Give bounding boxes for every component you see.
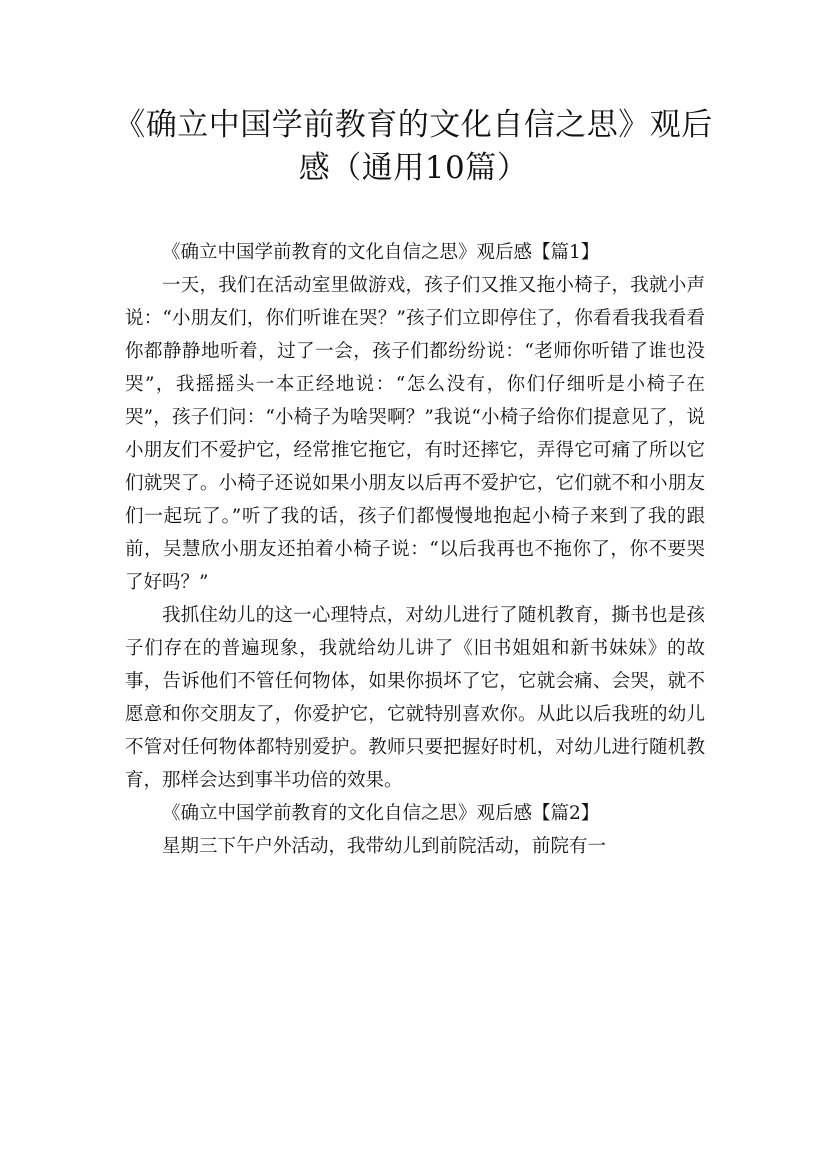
section-2-paragraph-1: 星期三下午户外活动，我带幼儿到前院活动，前院有一: [162, 836, 607, 857]
title-line-2: 感（通用10篇）: [298, 150, 529, 186]
section-2-heading: 《确立中国学前教育的文化自信之思》观后感【篇2】: [162, 803, 600, 824]
document-title: [100, 104, 727, 190]
section-1-paragraph-1: 一天，我们在活动室里做游戏，孩子们又推又拖小椅子，我就小声说：“小朋友们，你们听谁在哭？”孩子们立即停住了，你看看我我看看你都静静地听着，过了一会，孩子们都纷纷说：“老师你听错了谁也没哭”，我摇摇头一本正经地说：“怎么没有，你们仔细听是小椅子在哭”，孩子们问：“小椅子为啥哭啊？”我说“小椅子给你们提意见了，说小朋友们不爱护它，经常推它拖它，有时还摔它，弄得它可痛了所以它们就哭了。小椅子还说如果小朋友以后再不爱护它，它们就不和小朋友们一起玩了。”听了我的话，孩子们都慢慢地抱起小椅子来到了我的跟前，吴慧欣小朋友还拍着小椅子说：“以后我再也不拖你了，你不要哭了好吗？”: [125, 275, 705, 593]
title-line-1: 《确立中国学前教育的文化自信之思》观后: [114, 107, 713, 143]
document-body: [125, 236, 705, 863]
section-1-paragraph-2: 我抓住幼儿的这一心理特点，对幼儿进行了随机教育，撕书也是孩子们存在的普遍现象，我就给幼儿讲了《旧书姐姐和新书妹妹》的故事，告诉他们不管任何物体，如果你损坏了它，它就会痛、会哭，就不愿意和你交朋友了，你爱护它，它就特别喜欢你。从此以后我班的幼儿不管对任何物体都特别爱护。教师只要把握好时机，对幼儿进行随机教育，那样会达到事半功倍的效果。: [125, 605, 705, 791]
section-1-heading: 《确立中国学前教育的文化自信之思》观后感【篇1】: [162, 242, 600, 263]
